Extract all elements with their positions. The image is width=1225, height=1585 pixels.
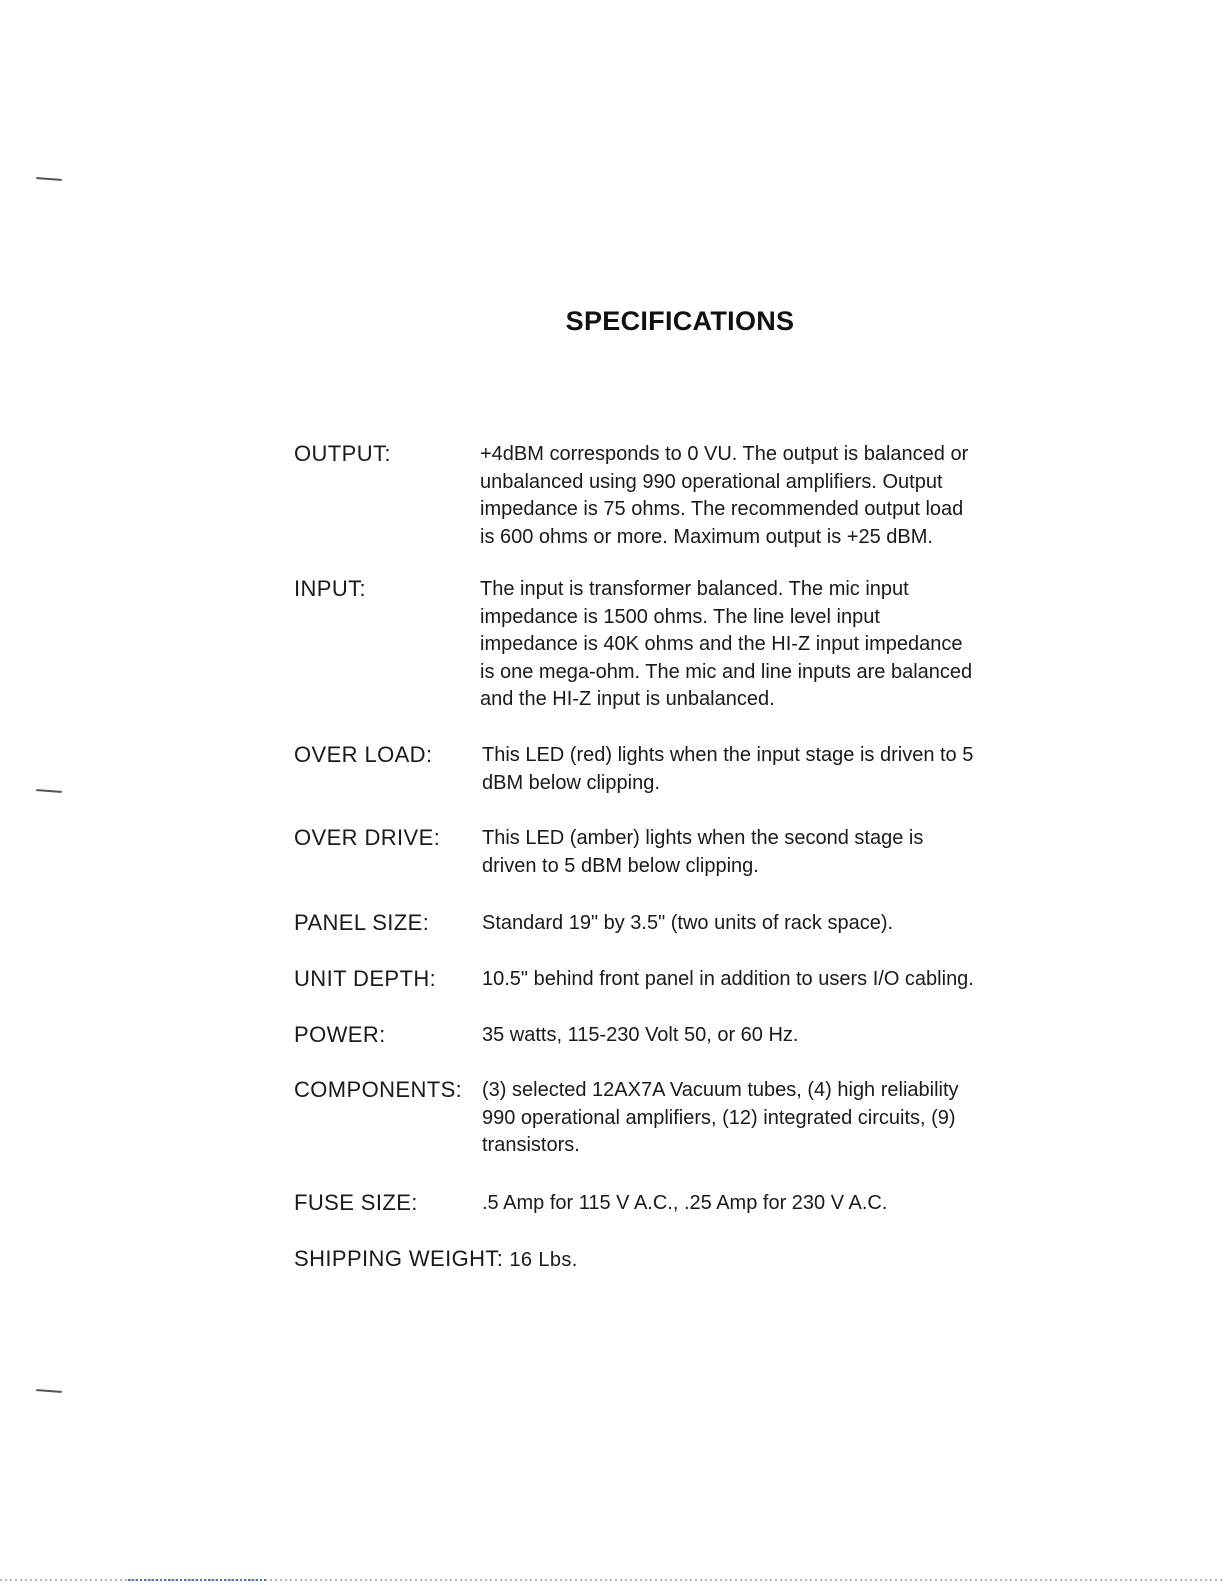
spec-label: FUSE SIZE: <box>294 1190 418 1215</box>
spec-description: 10.5" behind front panel in addition to users I/O cabling. <box>482 968 974 990</box>
spec-description: 35 watts, 115-230 Volt 50, or 60 Hz. <box>482 1024 799 1046</box>
spec-label: UNIT DEPTH: <box>294 966 437 991</box>
spec-label: POWER: <box>294 1022 386 1047</box>
spec-label <box>294 1246 578 1272</box>
spec-description: This LED (amber) lights when the second stage is driven to 5 dBM below clipping. <box>482 827 924 877</box>
shipping-label: SHIPPING WEIGHT: <box>294 1246 504 1271</box>
spec-description: .5 Amp for 115 V A.C., .25 Amp for 230 V A.C. <box>482 1192 888 1214</box>
spec-description: This LED (red) lights when the input stage is driven to 5 dBM below clipping. <box>482 744 974 794</box>
margin-mark <box>36 177 62 181</box>
spec-label: INPUT: <box>294 576 367 601</box>
margin-mark <box>36 789 62 793</box>
spec-description: Standard 19" by 3.5" (two units of rack space). <box>482 912 894 934</box>
margin-mark <box>36 1389 62 1393</box>
page-title: SPECIFICATIONS <box>565 306 795 336</box>
spec-description: +4dBM corresponds to 0 VU. The output is balanced or unbalanced using 990 operational amplifiers. Output impedance is 75 ohms. The recommended output load is 600 ohms or more. Maximum output is +25 dBM. <box>480 443 969 548</box>
spec-description: (3) selected 12AX7A Vacuum tubes, (4) high reliability 990 operational amplifiers, (12) integrated circuits, (9) transistors. <box>482 1079 959 1156</box>
spec-label: OVER DRIVE: <box>294 825 441 850</box>
spec-label: OUTPUT: <box>294 441 391 466</box>
spec-label: OVER LOAD: <box>294 742 433 767</box>
spec-description: The input is transformer balanced. The mic input impedance is 1500 ohms. The line level input impedance is 40K ohms and the HI-Z input impedance is one mega-ohm. The mic and line inputs are balanced and the HI-Z input is unbalanced. <box>480 578 973 710</box>
shipping-value: 16 Lbs. <box>509 1249 578 1271</box>
scan-edge-highlight <box>128 1579 268 1581</box>
spec-label: PANEL SIZE: <box>294 910 430 935</box>
spec-label: COMPONENTS: <box>294 1077 463 1102</box>
